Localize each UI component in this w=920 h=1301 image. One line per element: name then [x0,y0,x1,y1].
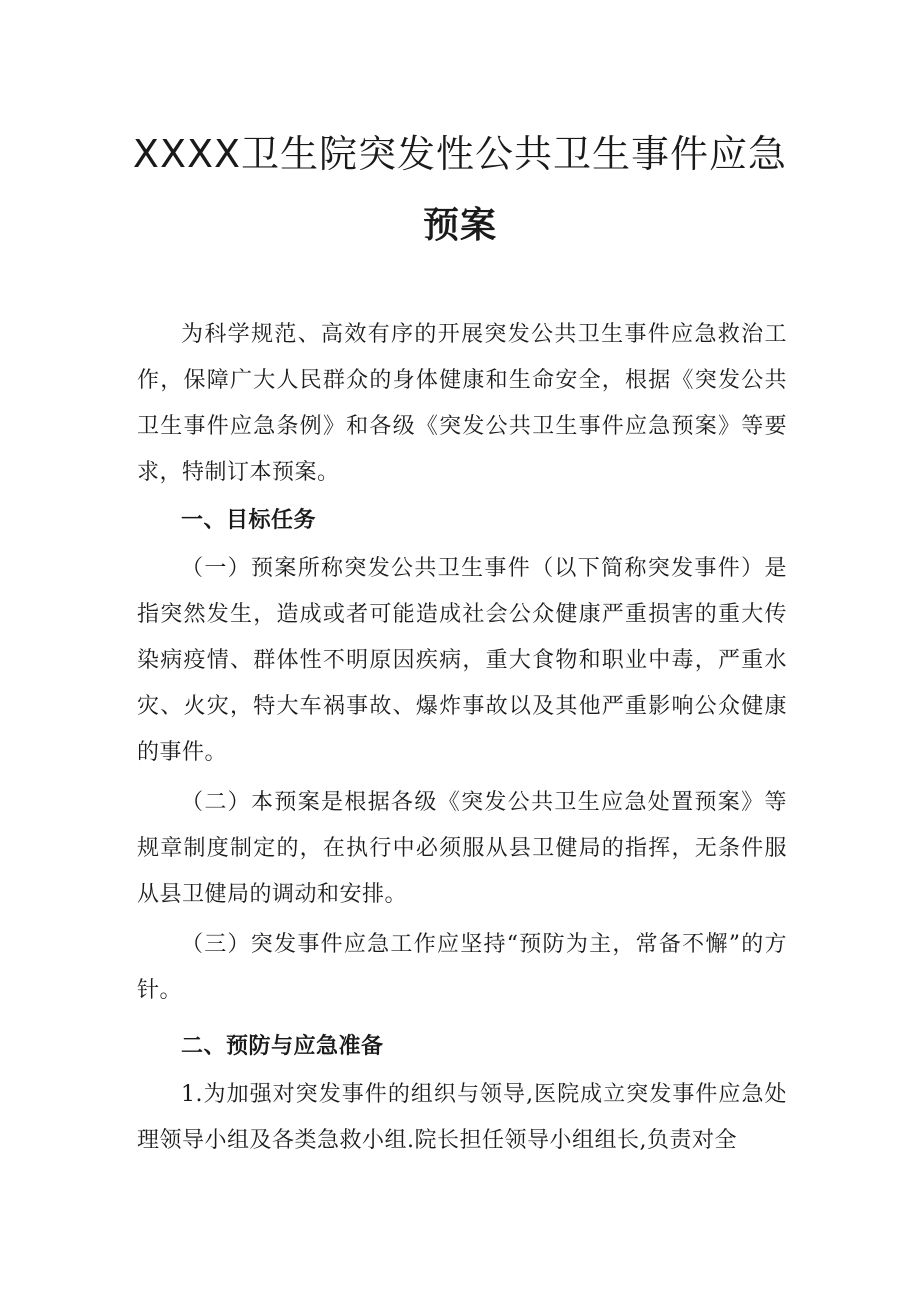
section-1-item-3: （三）突发事件应急工作应坚持“预防为主，常备不懈”的方针。 [137,932,787,1003]
document-title-line-2: 预案 [422,205,497,246]
section-2-item-1: 1.为加强对突发事件的组织与领导,医院成立突发事件应急处理领导小组及各类急救小组.院长担任领导小组组长,负责对全 [137,1082,787,1153]
document-title-line-1: XXXX卫生院突发性公共卫生事件应急 [132,132,788,176]
section-1-item-2: （二）本预案是根据各级《突发公共卫生应急处置预案》等规章制度制定的，在执行中必须服从县卫健局的指挥，无条件服从县卫健局的调动和安排。 [137,790,787,907]
intro-paragraph: 为科学规范、高效有序的开展突发公共卫生事件应急救治工作，保障广大人民群众的身体健康和生命安全，根据《突发公共卫生事件应急条例》和各级《突发公共卫生事件应急预案》等要求，特制订本预案。 [137,322,787,485]
section-1-heading: 一、目标任务 [181,508,317,533]
section-2-heading: 二、预防与应急准备 [181,1034,384,1059]
document-body [137,312,787,1164]
section-1-item-1: （一）预案所称突发公共卫生事件（以下简称突发事件）是指突然发生，造成或者可能造成社会公众健康严重损害的重大传染病疫情、群体性不明原因疾病，重大食物和职业中毒，严重水灾、火灾，特大车祸事故、爆炸事故以及其他严重影响公众健康的事件。 [137,556,787,765]
